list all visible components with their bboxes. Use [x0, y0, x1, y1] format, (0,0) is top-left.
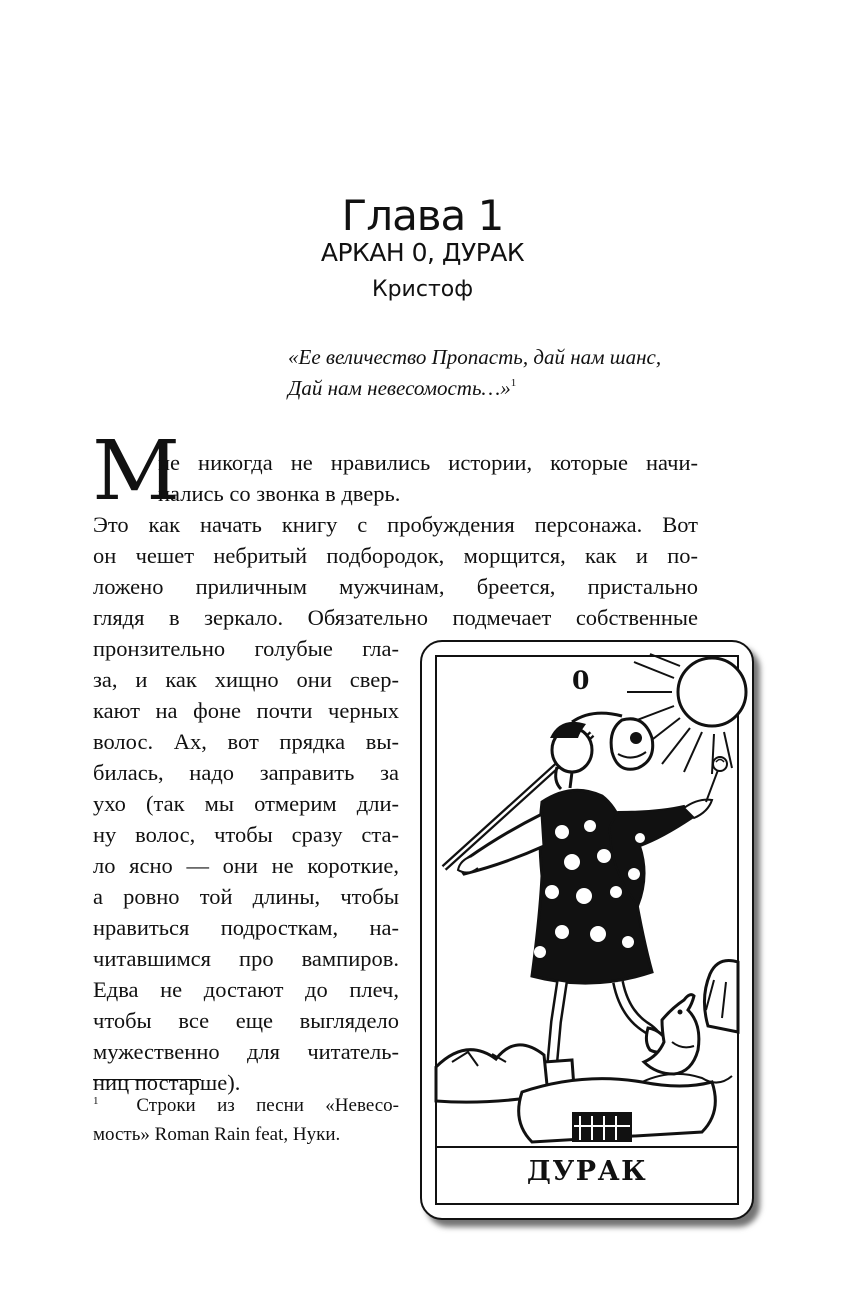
body-line: ниц постарше). [93, 1070, 241, 1095]
card-number: 0 [572, 666, 590, 695]
chapter-narrator: Кристоф [371, 277, 474, 302]
body-line: нравиться подросткам, на- [93, 915, 399, 940]
body-line: билась, надо заправить за [93, 760, 399, 785]
chapter-subtitle: АРКАН 0, ДУРАК [320, 238, 525, 267]
footnote-text-2: мость» Roman Rain feat, Нуки. [93, 1124, 341, 1145]
body-line: чтобы все еще выглядело [93, 1008, 399, 1033]
tarot-card-fool [420, 640, 754, 1220]
drop-cap: М [92, 424, 181, 519]
body-line: Это как начать книгу с пробуждения персонажа. Вот [93, 512, 698, 537]
footnote-number: 1 [93, 1095, 99, 1107]
body-line: нались со звонка в дверь. [158, 481, 401, 506]
body-line: он чешет небритый подбородок, морщится, как и по- [93, 543, 698, 568]
body-line: за, и как хищно они свер- [93, 667, 399, 692]
body-line: а ровно той длины, чтобы [93, 884, 399, 909]
epigraph [288, 342, 748, 404]
epigraph-line-2: Дай нам невесомость…» [288, 376, 511, 400]
body-line: кают на фоне почти черных [93, 698, 399, 723]
footnote-line-1 [93, 1092, 399, 1119]
body-line: Едва не достают до плеч, [93, 977, 399, 1002]
body-line: ложено приличным мужчинам, бреется, пристально [93, 574, 698, 599]
epigraph-line-1: «Ее величество Пропасть, дай нам шанс, [288, 345, 662, 369]
body-line: волос. Ах, вот прядка вы- [93, 729, 399, 754]
epigraph-footnote-ref: 1 [510, 377, 517, 389]
body-line: ну волос, чтобы сразу ста- [93, 822, 399, 847]
card-label: ДУРАК [526, 1156, 648, 1187]
rose-icon [713, 757, 727, 771]
epigraph-line-2-wrap [288, 373, 748, 404]
chapter-title: Глава 1 [341, 191, 504, 240]
body-line: пронзительно голубые гла- [93, 636, 399, 661]
body-line: читавшимся про вампиров. [93, 946, 399, 971]
body-line: не никогда не нравились истории, которые начи- [158, 450, 698, 475]
footnote-text-1: Строки из песни «Невесо- [136, 1095, 399, 1116]
fool-illustration [422, 642, 752, 1218]
body-line: мужественно для читатель- [93, 1039, 399, 1064]
body-line: ухо (так мы отмерим дли- [93, 791, 399, 816]
body-line: глядя в зеркало. Обязательно подмечает собственные [93, 605, 698, 630]
body-line: ло ясно — они не короткие, [93, 853, 399, 878]
footnote-divider [93, 1079, 201, 1080]
